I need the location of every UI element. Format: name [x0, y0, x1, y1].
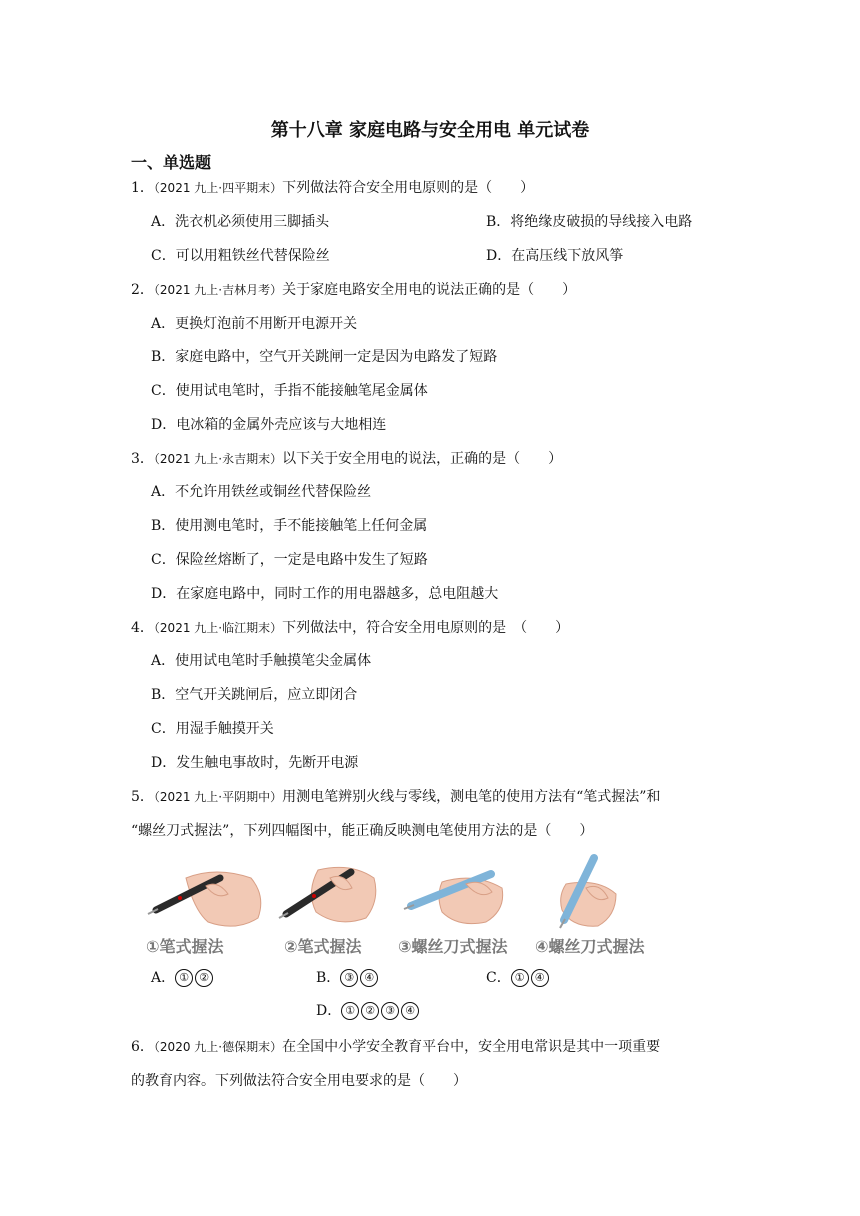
option-b: B．将绝缘皮破损的导线接入电路	[486, 214, 693, 230]
circled-number: ②	[195, 969, 213, 987]
question-text: 关于家庭电路安全用电的说法正确的是（ ）	[282, 282, 577, 298]
option-a: A．不允许用铁丝或铜丝代替保险丝	[151, 484, 372, 500]
option-b: B．空气开关跳闸后，应立即闭合	[151, 687, 358, 703]
question-source: （2021 九上·临江期末）	[153, 621, 283, 635]
option-b: B．使用测电笔时，手不能接触笔上任何金属	[151, 518, 428, 534]
circled-number: ①	[341, 1002, 359, 1020]
question-text: 以下关于安全用电的说法，正确的是（ ）	[282, 451, 563, 467]
question-5	[131, 787, 660, 807]
question-number: 1．	[131, 180, 154, 196]
question-text: 下列做法符合安全用电原则的是（ ）	[282, 180, 535, 196]
question-5-continued: “螺丝刀式握法”，下列四幅图中，能正确反映测电笔使用方法的是（ ）	[131, 823, 594, 839]
option-a: A．更换灯泡前不用断开电源开关	[151, 316, 358, 332]
tester-grip-figure	[146, 848, 668, 958]
option-label: C．	[486, 970, 511, 986]
figure-caption-4: ④螺丝刀式握法	[535, 937, 645, 956]
question-2	[131, 280, 576, 300]
section-heading: 一、单选题	[131, 153, 212, 172]
option-c: C．可以用粗铁丝代替保险丝	[151, 248, 330, 264]
option-d: D．在家庭电路中，同时工作的用电器越多，总电阻越大	[151, 586, 499, 602]
option-c: C．用湿手触摸开关	[151, 721, 274, 737]
option-a: A．使用试电笔时手触摸笔尖金属体	[151, 653, 372, 669]
option-d: D．电冰箱的金属外壳应该与大地相连	[151, 417, 387, 433]
circled-number: ③	[340, 969, 358, 987]
question-number: 3．	[131, 451, 154, 467]
grip-image-3	[404, 874, 503, 924]
option-c: C．使用试电笔时，手指不能接触笔尾金属体	[151, 383, 428, 399]
option-c	[486, 968, 551, 988]
question-text: 用测电笔辨别火线与零线，测电笔的使用方法有“笔式握法”和	[282, 789, 661, 805]
question-source: （2021 九上·四平期末）	[153, 181, 283, 195]
question-source: （2021 九上·平阴期中）	[153, 790, 283, 804]
circled-number: ④	[360, 969, 378, 987]
question-text: 下列做法中，符合安全用电原则的是 （ ）	[282, 620, 570, 636]
question-6	[131, 1037, 660, 1057]
option-b	[316, 968, 380, 988]
grip-image-1	[148, 872, 261, 926]
figure-caption-3: ③螺丝刀式握法	[398, 937, 508, 956]
option-a	[151, 968, 215, 988]
figure-caption-1: ①笔式握法	[146, 937, 224, 956]
grip-image-2	[279, 867, 376, 922]
option-label: D．	[316, 1003, 342, 1019]
figure-caption-2: ②笔式握法	[284, 937, 362, 956]
question-number: 5．	[131, 789, 154, 805]
question-number: 6．	[131, 1039, 154, 1055]
option-d: D．发生触电事故时，先断开电源	[151, 755, 359, 771]
question-source: （2021 九上·永吉期末）	[153, 452, 283, 466]
option-label: B．	[316, 970, 341, 986]
question-number: 4．	[131, 620, 154, 636]
grip-image-4	[560, 858, 616, 928]
circled-number: ④	[531, 969, 549, 987]
circled-number: ①	[511, 969, 529, 987]
option-d	[316, 1001, 421, 1021]
circled-number: ③	[381, 1002, 399, 1020]
question-3	[131, 449, 562, 469]
option-label: A．	[151, 970, 176, 986]
question-source: （2021 九上·吉林月考）	[153, 283, 283, 297]
question-1	[131, 178, 534, 198]
circled-number: ①	[175, 969, 193, 987]
circled-number: ②	[361, 1002, 379, 1020]
option-d: D．在高压线下放风筝	[486, 248, 624, 264]
option-a: A．洗衣机必须使用三脚插头	[151, 214, 330, 230]
question-6-continued: 的教育内容。下列做法符合安全用电要求的是（ ）	[131, 1073, 467, 1089]
question-4	[131, 618, 569, 638]
question-source: （2020 九上·德保期末）	[153, 1040, 283, 1054]
circled-number: ④	[401, 1002, 419, 1020]
question-number: 2．	[131, 282, 154, 298]
page-title: 第十八章 家庭电路与安全用电 单元试卷	[270, 120, 590, 141]
option-c: C．保险丝熔断了，一定是电路中发生了短路	[151, 552, 428, 568]
option-b: B．家庭电路中，空气开关跳闸一定是因为电路发了短路	[151, 349, 498, 365]
question-text: 在全国中小学安全教育平台中，安全用电常识是其中一项重要	[282, 1039, 661, 1055]
